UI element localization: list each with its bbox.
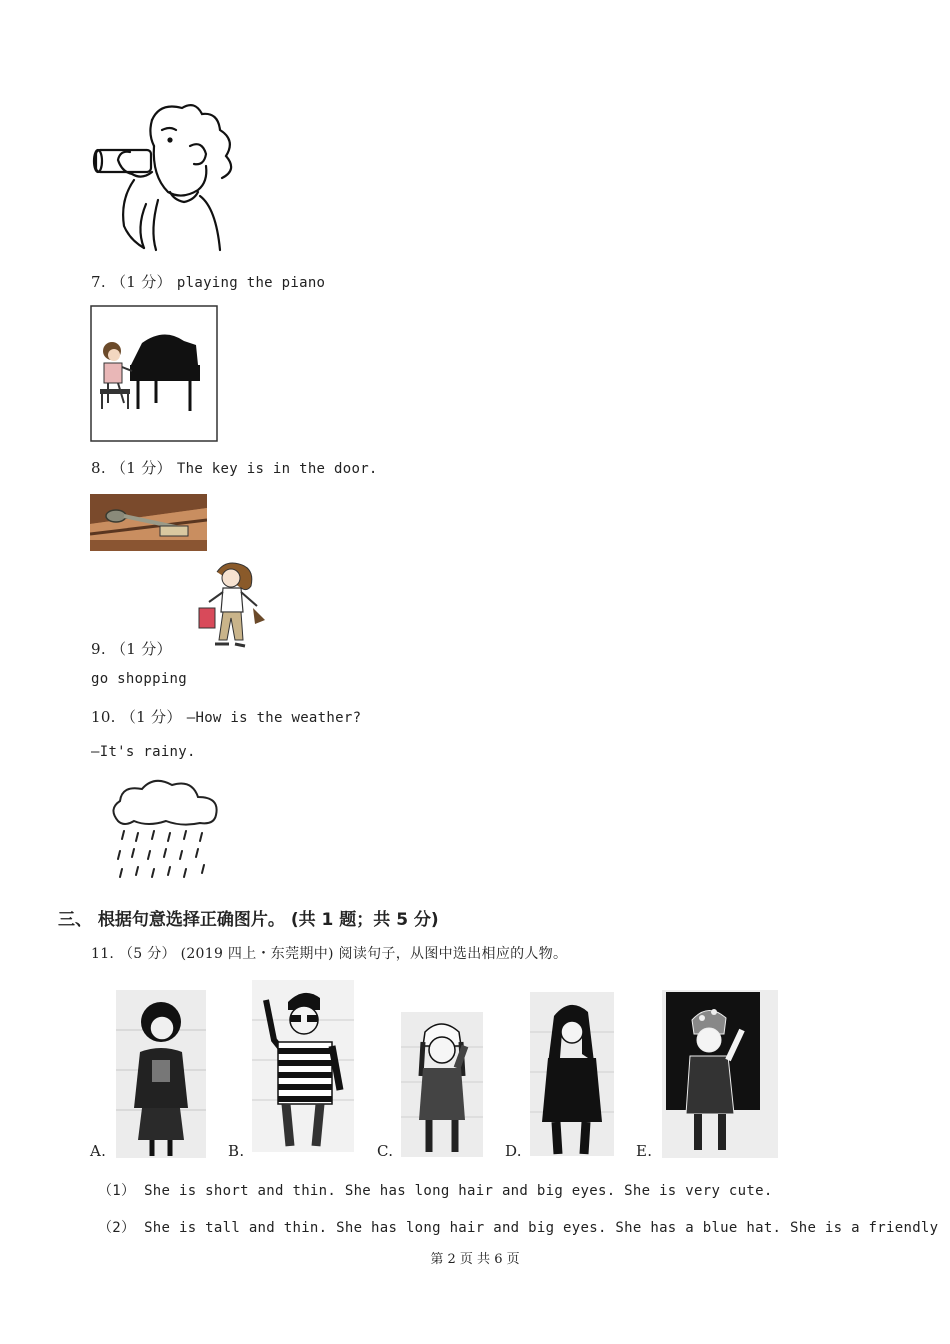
- question-9: [91, 638, 172, 659]
- question-10-answer: —It's rainy.: [91, 744, 196, 760]
- option-e-image: [662, 990, 778, 1158]
- question-number: 11.: [91, 946, 115, 962]
- question-number: 9.: [91, 640, 106, 658]
- piano-image: [90, 305, 218, 443]
- question-number: 7.: [91, 273, 106, 291]
- sub-item-label: （1）: [98, 1183, 136, 1199]
- option-c-label: C.: [377, 1142, 394, 1160]
- question-9-text: go shopping: [91, 671, 188, 687]
- question-score: （1 分）: [111, 459, 172, 477]
- sub-item-label: （2）: [98, 1220, 136, 1236]
- option-b-image: [252, 980, 354, 1152]
- option-a-image: [116, 990, 206, 1158]
- question-score: （1 分）: [120, 708, 182, 726]
- question-source: (2019 四上・东莞期中): [180, 946, 334, 962]
- section-3-heading: 三、 根据句意选择正确图片。 (共 1 题；共 5 分): [58, 910, 439, 930]
- option-b-label: B.: [228, 1142, 245, 1160]
- option-d-label: D.: [505, 1142, 522, 1160]
- key-in-door-image: [90, 494, 207, 551]
- sub-item-1: [98, 1180, 773, 1200]
- question-score: （1 分）: [111, 640, 172, 658]
- option-e-label: E.: [636, 1142, 653, 1160]
- question-score: （5 分）: [118, 946, 176, 962]
- option-c-image: [401, 1012, 483, 1157]
- option-d-image: [530, 992, 614, 1156]
- sub-item-text: She is tall and thin. She has long hair and big eyes. She has a blue hat. She is a friendly: [144, 1220, 939, 1236]
- drinking-boy-image: [90, 100, 245, 255]
- question-number: 8.: [91, 459, 106, 477]
- question-text: —How is the weather?: [186, 710, 362, 726]
- question-11: [91, 943, 567, 963]
- question-text: The key is in the door.: [176, 461, 378, 477]
- rain-cloud-image: [108, 775, 223, 885]
- page-footer: 第 2 页 共 6 页: [430, 1252, 520, 1267]
- question-10: [91, 706, 361, 727]
- question-text: playing the piano: [176, 275, 326, 291]
- option-a-label: A.: [90, 1142, 107, 1160]
- question-number: 10.: [91, 708, 116, 726]
- question-7: [91, 271, 325, 292]
- question-score: （1 分）: [111, 273, 172, 291]
- shopping-woman-image: [185, 558, 270, 653]
- sub-item-text: She is short and thin. She has long hair and big eyes. She is very cute.: [144, 1183, 773, 1199]
- sub-item-2: [98, 1217, 938, 1237]
- question-instruction: 阅读句子，从图中选出相应的人物。: [338, 946, 568, 962]
- question-8: [91, 457, 378, 478]
